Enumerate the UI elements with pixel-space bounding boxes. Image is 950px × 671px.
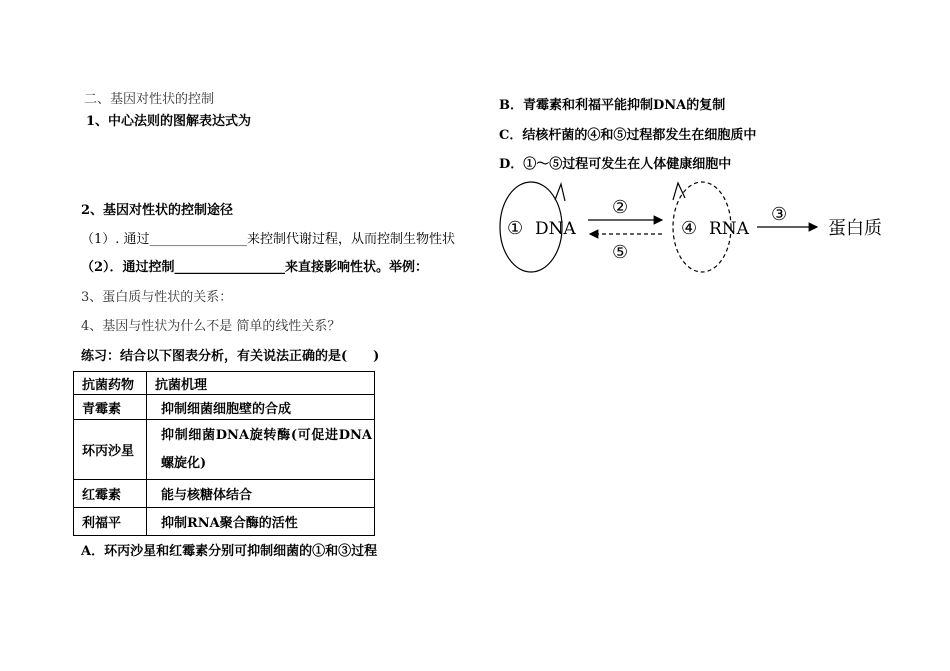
question-4: 4、基因与性状为什么不是 简单的线性关系？ [81,319,341,334]
replication-arrowhead [555,184,565,201]
exercise-prompt: 练习：结合以下图表分析，有关说法正确的是( ) [81,349,380,364]
question-1: 1、中心法则的图解表达式为 [86,114,252,129]
table-header-row [74,372,375,395]
section-title: 二、基因对性状的控制 [84,92,215,107]
option-a: A．环丙沙星和红霉素分别可抑制细菌的①和③过程 [81,544,378,559]
table-cell-mechanism: 抑制RNA聚合酶的活性 [147,508,375,536]
table-cell-drug: 青霉素 [74,395,147,420]
table-row [74,420,375,480]
label-3: ③ [771,204,788,225]
option-c: C．结核杆菌的④和⑤过程都发生在细胞质中 [499,128,757,143]
label-1: ① [507,218,524,239]
node-protein: 蛋白质 [828,218,882,239]
table-cell-drug: 红霉素 [74,480,147,508]
node-dna: DNA [535,219,576,239]
question-3: 3、蛋白质与性状的关系： [81,290,233,305]
table-cell-mechanism: 抑制细菌DNA旋转酶(可促进DNA螺旋化) [147,420,375,480]
table-cell-drug: 环丙沙星 [74,420,147,480]
option-b: B．青霉素和利福平能抑制DNA的复制 [499,98,726,113]
table-cell-mechanism: 抑制细菌细胞壁的合成 [147,395,375,420]
table-row [74,480,375,508]
central-dogma-diagram [495,180,895,275]
table-row [74,508,375,536]
rna-replication-arrowhead [673,183,685,200]
table-header-mechanism: 抗菌机理 [147,372,375,395]
label-2: ② [612,197,629,218]
antibiotic-table [73,371,375,536]
label-5: ⑤ [612,242,629,263]
node-rna: RNA [709,219,749,239]
question-2-1: （1）. 通过_______________来控制代谢过程，从而控制生物性状 [81,232,456,247]
question-2-2: （2）．通过控制_________________来直接影响性状。举例： [81,260,429,275]
table-header-drug: 抗菌药物 [74,372,147,395]
option-d: D．①～⑤过程可发生在人体健康细胞中 [499,157,732,172]
question-2: 2、基因对性状的控制途径 [81,203,234,218]
table-cell-drug: 利福平 [74,508,147,536]
table-row [74,395,375,420]
label-4: ④ [681,218,698,239]
table-cell-mechanism: 能与核糖体结合 [147,480,375,508]
